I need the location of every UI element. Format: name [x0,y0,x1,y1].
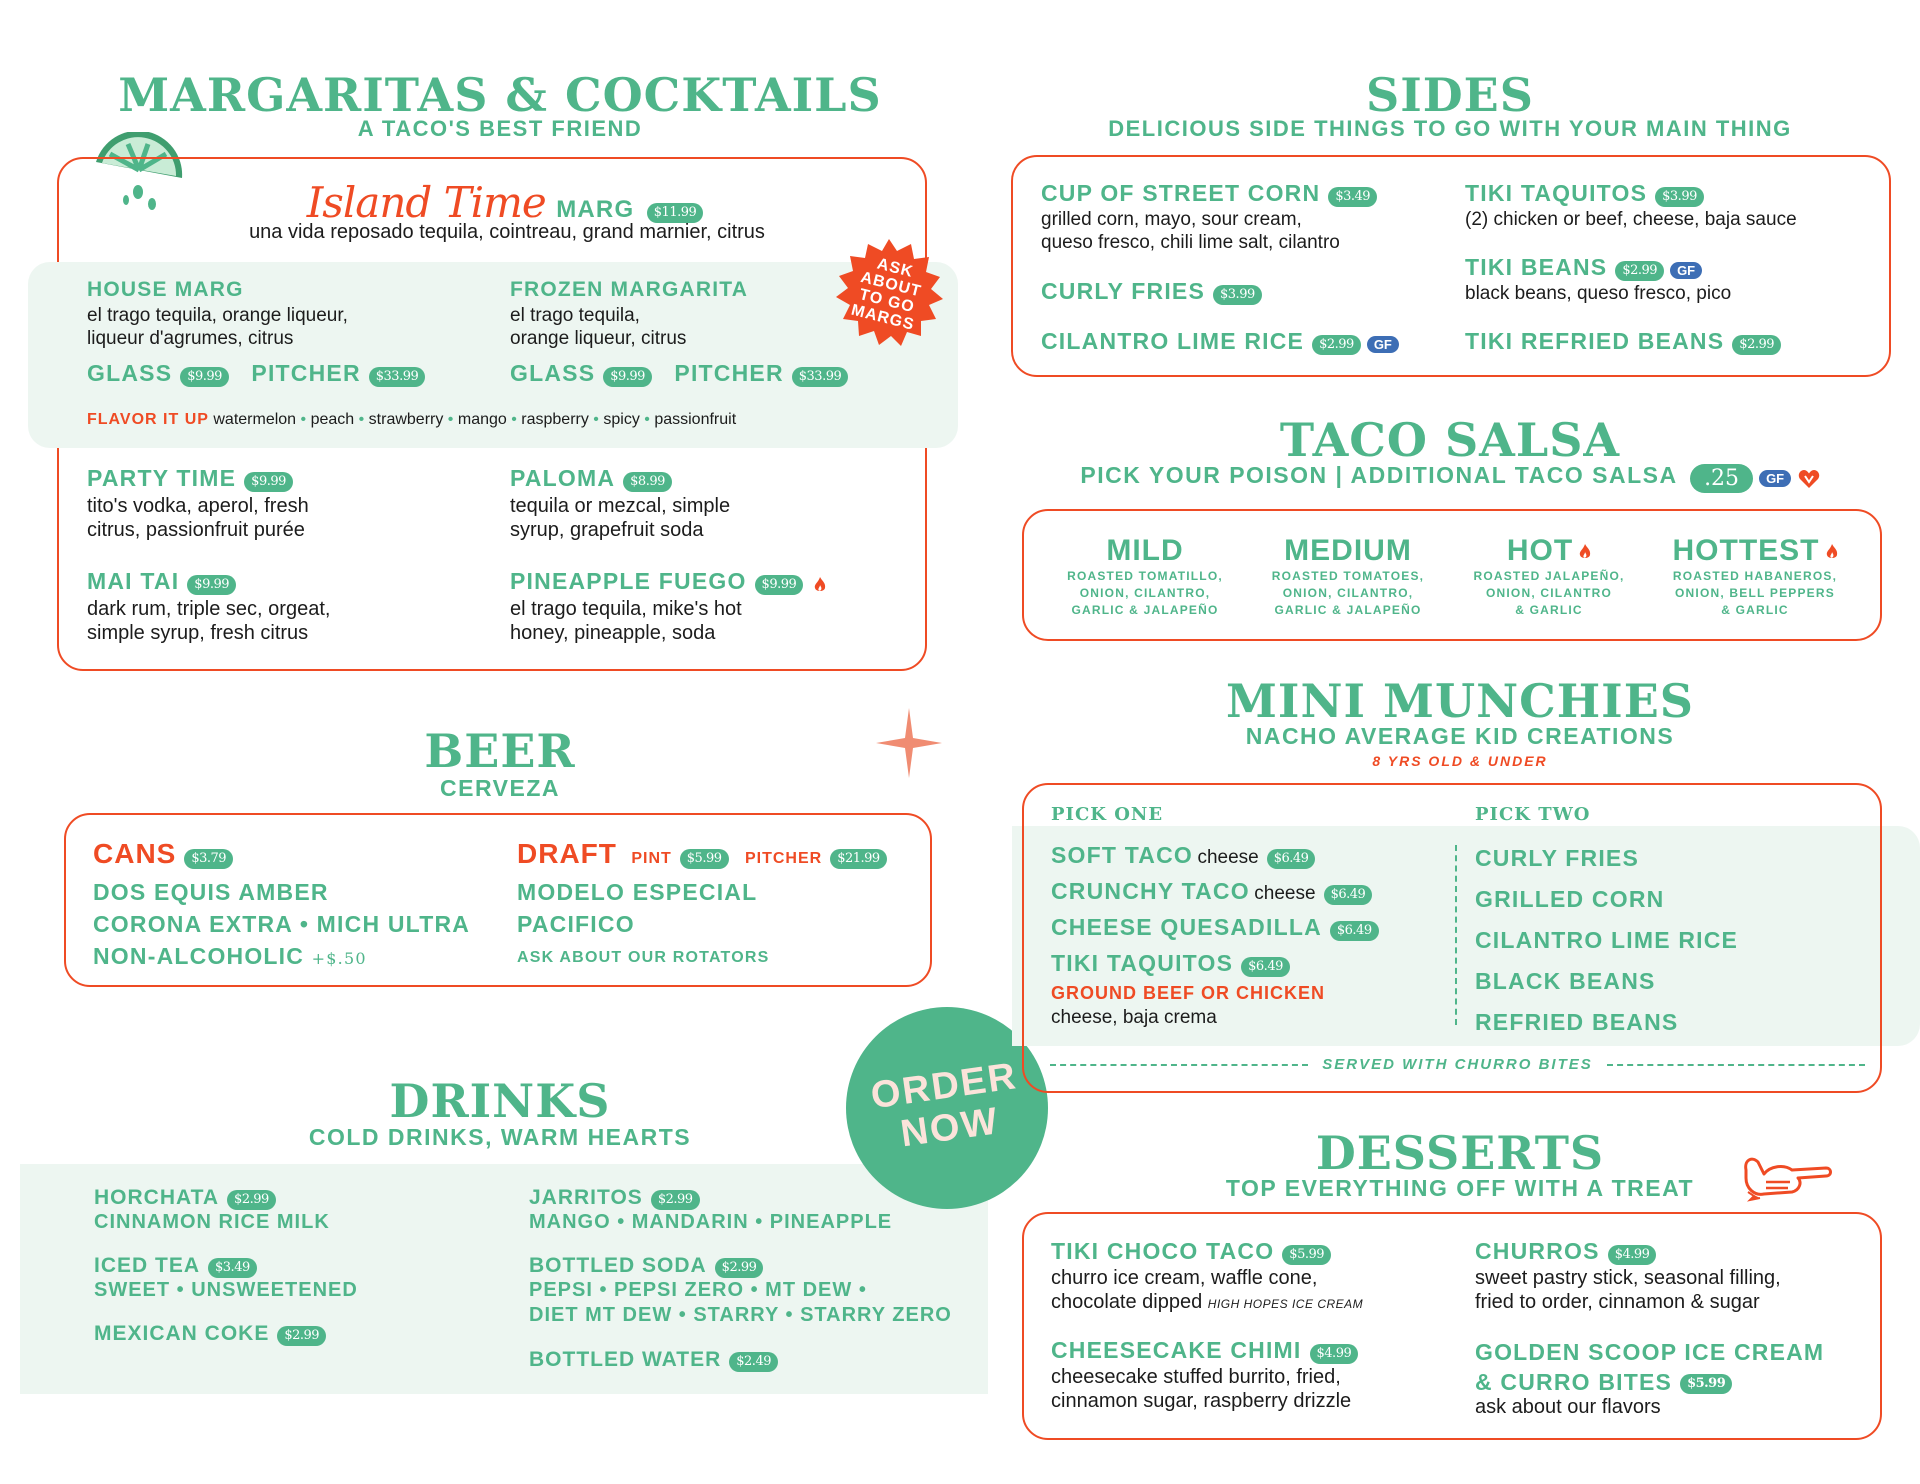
tiki-taquitos-side-price: $3.99 [1655,187,1704,207]
pineapple-fuego-desc-line1: el trago tequila, mike's hot [510,598,742,620]
cheesecake-chimi-desc-line1: cheesecake stuffed burrito, fried, [1051,1366,1341,1388]
sides-title: SIDES [1366,68,1534,122]
mini-munchies-subtitle: NACHO AVERAGE KID CREATIONS [1245,723,1675,749]
golden-scoop-price: $5.99 [1680,1374,1732,1394]
churros-desc-line2: fried to order, cinnamon & sugar [1475,1291,1760,1314]
nonalc-upcharge: +$.50 [311,949,367,968]
pick-one-label: PICK ONE [1051,804,1164,825]
party-time-desc-line2: citrus, passionfruit purée [87,519,305,542]
party-time-item [87,465,293,492]
paloma-desc-line1: tequila or mezcal, simple [510,495,731,517]
flavor-it-up-row: FLAVOR IT UP watermelon • peach • strawberry • mango • raspberry • spicy • passionfruit [87,411,737,428]
beer-pitcher-label: PITCHER [744,850,823,867]
kids-soft-taco-name: SOFT TACO [1051,842,1193,868]
house-marg-desc-line2: liqueur d'agrumes, citrus [87,328,294,350]
island-time-script: Island Time [306,178,546,227]
flavor-item: watermelon [213,411,297,428]
salsa-hot-name: HOT [1506,534,1574,567]
salsa-desc-line: ROASTED JALAPEÑO, [1473,569,1625,583]
mini-munchies-title: MINI MUNCHIES [1226,674,1694,728]
bottled-soda-name: BOTTLED SODA [529,1254,707,1277]
flame-icon [1826,544,1838,560]
iced-tea-price: $3.49 [208,1258,257,1278]
beer-title: BEER [424,724,576,778]
iced-tea-name: ICED TEA [94,1254,201,1277]
salsa-medium [1243,534,1453,619]
salsa-desc-line: ONION, BELL PEPPERS [1675,586,1835,600]
island-marg-desc: una vida reposado tequila, cointreau, grand marnier, citrus [249,221,765,243]
pineapple-fuego-desc-line2: honey, pineapple, soda [510,622,716,645]
house-marg-desc-line1: el trago tequila, orange liqueur, [87,305,348,326]
churros-name: CHURROS [1475,1238,1600,1264]
island-marg-label: MARG [556,196,635,223]
beer-pitcher-price: $21.99 [830,849,887,869]
jarritos-sub: MANGO • MANDARIN • PINEAPPLE [529,1211,893,1233]
kids-taquitos-desc: cheese, baja crema [1051,1007,1217,1028]
draft-item: PACIFICO [517,911,635,937]
mexican-coke-item [94,1322,326,1346]
party-time-desc [87,494,309,543]
kids-taquitos-price: $6.49 [1241,957,1290,977]
served-with-label: SERVED WITH CHURRO BITES [1322,1056,1593,1073]
kids-taquitos-choice: GROUND BEEF OR CHICKEN [1051,983,1326,1003]
tiki-taquitos-side-desc: (2) chicken or beef, cheese, baja sauce [1465,209,1797,230]
mai-tai-desc-line1: dark rum, triple sec, orgeat, [87,598,331,620]
salsa-title: TACO SALSA [1279,413,1621,467]
cans-list [93,876,470,975]
flame-icon [1579,544,1591,560]
tiki-beans-price: $2.99 [1615,261,1664,281]
salsa-hot [1444,534,1654,619]
street-corn-name: CUP OF STREET CORN [1041,180,1321,206]
house-pitcher-label: PITCHER [251,360,361,386]
pineapple-fuego-desc [510,597,742,646]
cheesecake-chimi-desc [1051,1365,1351,1414]
kids-soft-taco [1051,842,1315,869]
salsa-price: .25 [1690,464,1753,493]
curly-fries-name: CURLY FRIES [1041,278,1206,304]
order-now-label: ORDER NOW [868,1055,1020,1156]
sides-subtitle: DELICIOUS SIDE THINGS TO GO WITH YOUR MAIN THING [1108,116,1792,141]
house-marg-sizes [87,360,425,387]
heart-icon [1798,469,1820,489]
cheesecake-chimi-name: CHEESECAKE CHIMI [1051,1337,1302,1363]
desserts-title: DESSERTS [1315,1126,1605,1180]
shaka-hand-icon [1740,1148,1836,1204]
jarritos-item [529,1186,892,1235]
kids-crunchy-taco [1051,878,1372,905]
can-item: DOS EQUIS AMBER [93,879,329,905]
pick-divider [1455,845,1457,1025]
frozen-glass-price: $9.99 [603,367,652,387]
iced-tea-sub: SWEET • UNSWEETENED [94,1279,358,1301]
salsa-mild-name: MILD [1106,534,1184,567]
mexican-coke-price: $2.99 [277,1326,326,1346]
to-go-stamp [833,237,945,349]
flavor-item: peach [310,411,355,428]
flavor-label: FLAVOR IT UP [87,411,209,428]
street-corn-item [1041,180,1377,207]
sparkle-icon [876,708,942,778]
frozen-marg-desc-line1: el trago tequila, [510,305,640,326]
salsa-desc-line: & GARLIC [1515,603,1583,617]
salsa-desc-line: ONION, CILANTRO [1486,586,1612,600]
flavor-item: strawberry [368,411,444,428]
pint-price: $5.99 [680,849,729,869]
gluten-free-badge: GF [1759,470,1791,487]
cilantro-rice-price: $2.99 [1312,335,1361,355]
salsa-desc-line: ROASTED TOMATOES, [1271,569,1425,583]
salsa-desc-line: ROASTED HABANEROS, [1672,569,1838,583]
choco-taco-price: $5.99 [1282,1245,1331,1265]
flavor-item: raspberry [521,411,589,428]
party-time-name: PARTY TIME [87,465,237,491]
kids-crunchy-taco-extra: cheese [1254,883,1316,904]
kids-crunchy-taco-price: $6.49 [1324,885,1373,905]
cans-header [93,838,233,870]
tiki-taquitos-side-item [1465,180,1704,207]
house-glass-label: GLASS [87,360,173,386]
bottled-soda-price: $2.99 [715,1258,764,1278]
choco-taco-desc [1051,1266,1363,1315]
frozen-marg-sizes [510,360,848,387]
frozen-marg-desc [510,304,686,350]
tiki-beans-name: TIKI BEANS [1465,254,1608,280]
salsa-subtitle-row [1000,462,1900,493]
paloma-price: $8.99 [623,472,672,492]
golden-scoop-name-line2: & CURRO BITES [1475,1369,1673,1395]
salsa-desc-line: GARLIC & JALAPEÑO [1071,603,1219,617]
gluten-free-badge: GF [1670,262,1702,279]
pick-two-item: CURLY FRIES [1475,845,1640,871]
street-corn-desc-line2: queso fresco, chili lime salt, cilantro [1041,232,1340,254]
golden-scoop-name: GOLDEN SCOOP ICE CREAM [1475,1339,1825,1365]
horchata-name: HORCHATA [94,1186,220,1209]
bottled-soda-sub: PEPSI • PEPSI ZERO • MT DEW • [529,1279,867,1301]
refried-beans-name: TIKI REFRIED BEANS [1465,328,1725,354]
cilantro-rice-item [1041,328,1399,355]
cans-label: CANS [93,838,177,869]
draft-label: DRAFT [517,838,617,869]
choco-taco-desc-line2: chocolate dipped [1051,1291,1203,1314]
salsa-subtitle: PICK YOUR POISON | ADDITIONAL TACO SALSA [1080,462,1678,488]
horchata-price: $2.99 [227,1190,276,1210]
curly-fries-item [1041,278,1262,305]
pick-two-item: CILANTRO LIME RICE [1475,927,1739,953]
iced-tea-item [94,1254,358,1303]
salsa-hottest [1645,534,1865,619]
bottled-water-price: $2.49 [729,1352,778,1372]
paloma-desc-line2: syrup, grapefruit soda [510,519,704,542]
frozen-pitcher-label: PITCHER [674,360,784,386]
house-glass-price: $9.99 [180,367,229,387]
cheesecake-chimi-desc-line2: cinnamon sugar, raspberry drizzle [1051,1390,1352,1413]
draft-list [517,876,769,976]
frozen-marg-name: FROZEN MARGARITA [510,278,749,301]
island-marg-price: $11.99 [647,203,704,223]
choco-taco-desc-line1: churro ice cream, waffle cone, [1051,1267,1318,1289]
drinks-title: DRINKS [389,1074,611,1128]
beer-subtitle: CERVEZA [440,775,560,801]
cans-price: $3.79 [184,849,233,869]
house-marg-name: HOUSE MARG [87,278,244,301]
desserts-subtitle: TOP EVERYTHING OFF WITH A TREAT [1225,1175,1695,1201]
churro-bites-note [1050,1056,1865,1073]
house-pitcher-price: $33.99 [369,367,426,387]
kids-quesadilla [1051,914,1379,941]
tiki-beans-desc: black beans, queso fresco, pico [1465,283,1732,304]
mai-tai-desc [87,597,330,646]
churros-item [1475,1238,1656,1265]
cheesecake-chimi-price: $4.99 [1310,1344,1359,1364]
kids-quesadilla-name: CHEESE QUESADILLA [1051,914,1322,940]
pint-label: PINT [631,850,672,867]
refried-beans-price: $2.99 [1732,335,1781,355]
choco-taco-item [1051,1238,1331,1265]
bottled-water-name: BOTTLED WATER [529,1348,722,1371]
salsa-mild [1040,534,1250,619]
pick-two-item: REFRIED BEANS [1475,1009,1679,1035]
street-corn-desc [1041,208,1340,254]
rotators-note: ASK ABOUT OUR ROTATORS [517,949,770,966]
mai-tai-name: MAI TAI [87,568,180,594]
draft-header [517,838,887,870]
can-item: CORONA EXTRA • MICH ULTRA [93,911,471,937]
frozen-pitcher-price: $33.99 [792,367,849,387]
party-time-price: $9.99 [244,472,293,492]
horchata-item [94,1186,330,1235]
churros-price: $4.99 [1608,1245,1657,1265]
dashed-rule [1607,1064,1865,1066]
pick-two-label: PICK TWO [1475,804,1591,825]
salsa-medium-name: MEDIUM [1284,534,1412,567]
gluten-free-badge: GF [1367,336,1399,353]
kids-taquitos [1051,950,1290,977]
choco-taco-name: TIKI CHOCO TACO [1051,1238,1275,1264]
drinks-subtitle: COLD DRINKS, WARM HEARTS [308,1124,692,1150]
mai-tai-desc-line2: simple syrup, fresh citrus [87,622,309,645]
kids-taquitos-name: TIKI TAQUITOS [1051,950,1234,976]
dashed-rule [1050,1064,1308,1066]
mexican-coke-name: MEXICAN COKE [94,1322,270,1345]
pineapple-fuego-price: $9.99 [755,575,804,595]
refried-beans-item [1465,328,1781,355]
street-corn-price: $3.49 [1328,187,1377,207]
pick-two-item: GRILLED CORN [1475,886,1665,912]
kids-quesadilla-price: $6.49 [1330,921,1379,941]
margaritas-title: MARGARITAS & COCKTAILS [118,68,882,122]
flavor-item: passionfruit [654,411,737,428]
kids-crunchy-taco-name: CRUNCHY TACO [1051,878,1250,904]
kids-soft-taco-extra: cheese [1197,847,1259,868]
party-time-desc-line1: tito's vodka, aperol, fresh [87,495,309,517]
golden-scoop-item [1475,1337,1824,1397]
horchata-sub: CINNAMON RICE MILK [94,1211,330,1233]
curly-fries-price: $3.99 [1213,285,1262,305]
pineapple-fuego-item [510,568,826,595]
tiki-taquitos-side-name: TIKI TAQUITOS [1465,180,1648,206]
stamp-text: ASK ABOUT TO GO MARGS [849,255,924,334]
paloma-name: PALOMA [510,465,616,491]
draft-item: MODELO ESPECIAL [517,879,758,905]
tiki-beans-item [1465,254,1702,281]
pineapple-fuego-name: PINEAPPLE FUEGO [510,568,747,594]
flavor-item: spicy [603,411,640,428]
frozen-glass-label: GLASS [510,360,596,386]
house-marg-desc [87,304,348,350]
jarritos-price: $2.99 [651,1190,700,1210]
bottled-soda-item [529,1254,952,1328]
bottled-soda-sub: DIET MT DEW • STARRY • STARRY ZERO [529,1304,952,1326]
salsa-desc-line: GARLIC & JALAPEÑO [1274,603,1422,617]
salsa-hottest-name: HOTTEST [1672,534,1820,567]
churros-desc-line1: sweet pastry stick, seasonal filling, [1475,1267,1781,1289]
margaritas-subtitle: A TACO'S BEST FRIEND [357,116,643,141]
jarritos-name: JARRITOS [529,1186,643,1209]
flavor-item: mango [457,411,507,428]
mai-tai-price: $9.99 [187,575,236,595]
flame-icon [814,577,826,593]
cilantro-rice-name: CILANTRO LIME RICE [1041,328,1305,354]
age-note: 8 YRS OLD & UNDER [1372,753,1548,769]
cheesecake-chimi-item [1051,1337,1358,1364]
bottled-water-item [529,1348,778,1372]
salsa-desc-line: & GARLIC [1721,603,1789,617]
ice-cream-brand-note: HIGH HOPES ICE CREAM [1207,1297,1364,1312]
churros-desc [1475,1266,1781,1315]
frozen-marg-desc-line2: orange liqueur, citrus [510,328,687,350]
mai-tai-item [87,568,236,595]
kids-soft-taco-price: $6.49 [1267,849,1316,869]
paloma-item [510,465,672,492]
salsa-desc-line: ONION, CILANTRO, [1282,586,1414,600]
salsa-desc-line: ROASTED TOMATILLO, [1067,569,1223,583]
can-item-nonalc [93,940,470,975]
pick-two-list [1475,838,1738,1043]
golden-scoop-desc: ask about our flavors [1475,1396,1661,1418]
salsa-desc-line: ONION, CILANTRO, [1079,586,1211,600]
pick-two-item: BLACK BEANS [1475,968,1656,994]
paloma-desc [510,494,730,543]
street-corn-desc-line1: grilled corn, mayo, sour cream, [1041,209,1302,230]
can-item: NON-ALCOHOLIC [93,943,305,969]
